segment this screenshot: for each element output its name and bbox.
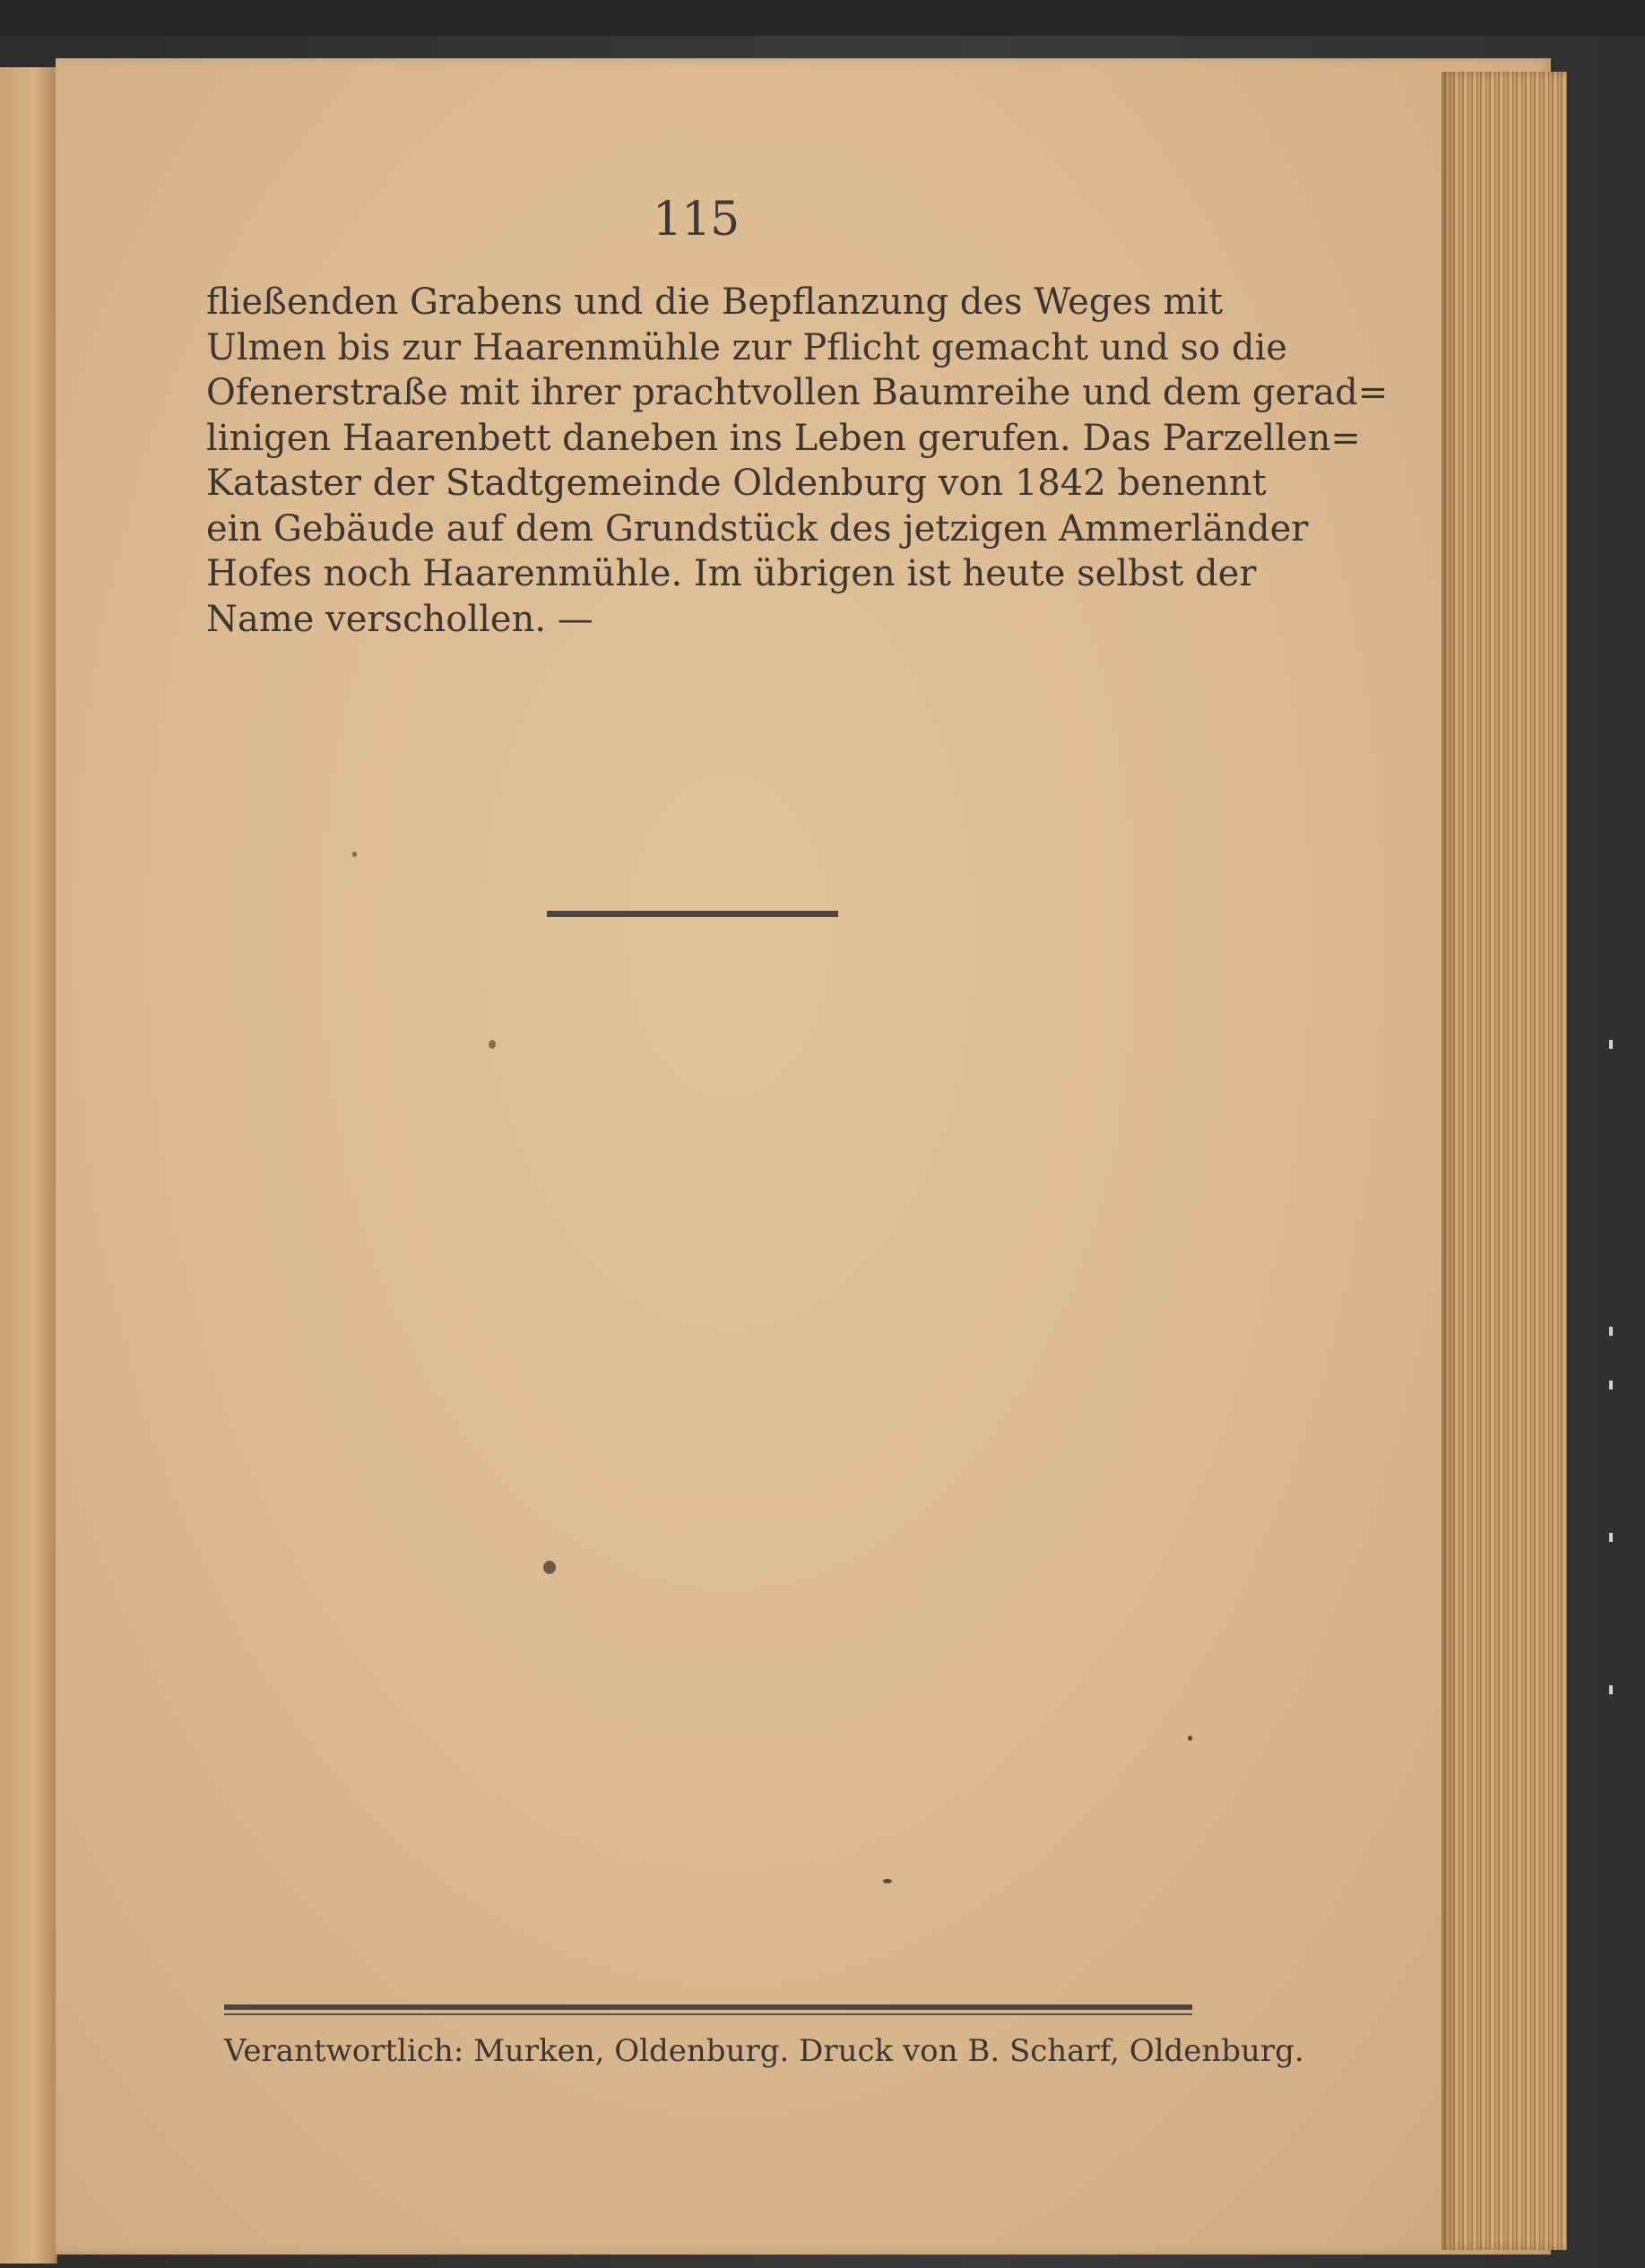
paper-spot <box>489 1040 496 1049</box>
text-line: Hofes noch Haarenmühle. Im übrigen ist heute selbst der <box>206 553 1257 594</box>
text-line: Ulmen bis zur Haarenmühle zur Pflicht gemacht und so die <box>206 326 1287 368</box>
paper-spot <box>543 1561 556 1574</box>
binding-mark <box>1609 1327 1613 1336</box>
paper-spot <box>352 852 357 857</box>
binding-mark <box>1609 1685 1613 1694</box>
left-page-edge <box>0 67 57 2264</box>
text-line: Name verschollen. — <box>206 598 593 640</box>
text-line: Kataster der Stadtgemeinde Oldenburg von 1842 benennt <box>206 463 1267 504</box>
paper-spot <box>1188 1736 1192 1741</box>
footer-rule <box>224 2004 1192 2010</box>
text-line: fließenden Grabens und die Bepflanzung des Weges mit <box>206 281 1224 323</box>
binding-mark <box>1609 1040 1613 1049</box>
text-line: Ofenerstraße mit ihrer prachtvollen Baumreihe und dem gerad= <box>206 372 1389 413</box>
body-text <box>206 280 1389 642</box>
paper-spot <box>883 1879 892 1883</box>
text-line: linigen Haarenbett daneben ins Leben gerufen. Das Parzellen= <box>206 417 1361 459</box>
footer-rule-thin <box>224 2013 1192 2015</box>
binding-mark <box>1609 1381 1613 1389</box>
page-number: 115 <box>653 193 740 247</box>
imprint-footer: Verantwortlich: Murken, Oldenburg. Druck von B. Scharf, Oldenburg. <box>224 2033 1304 2069</box>
binding-mark <box>1609 1533 1613 1542</box>
text-line: ein Gebäude auf dem Grundstück des jetzigen Ammerländer <box>206 507 1309 550</box>
section-divider <box>547 911 838 917</box>
page-stack-edges <box>1442 72 1567 2250</box>
